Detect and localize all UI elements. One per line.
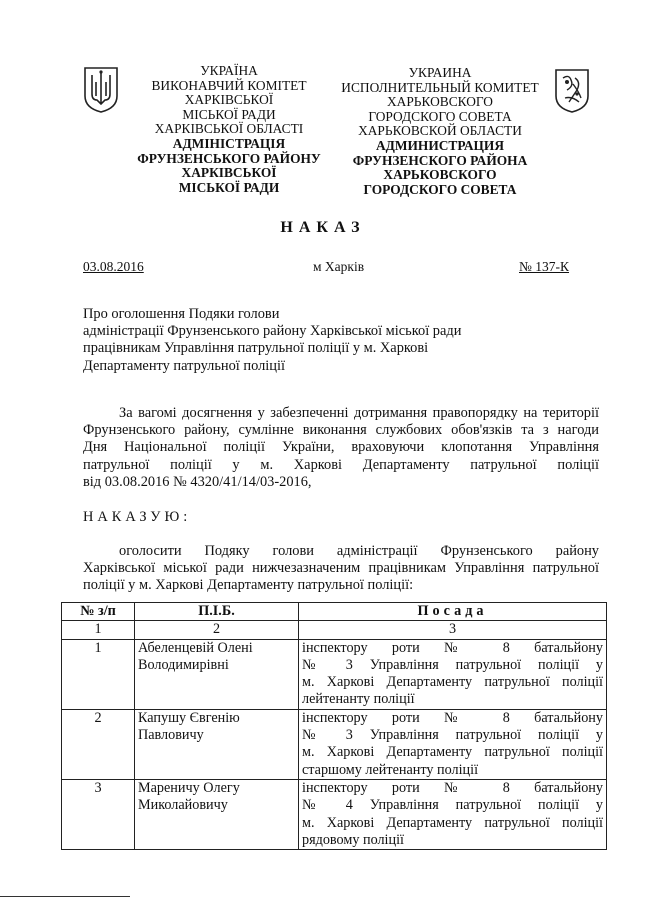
position-line: № 3 Управління патрульної поліції у [302, 727, 603, 744]
table-header-row [62, 603, 607, 621]
header-ru-line: УКРАИНА [408, 65, 472, 80]
header-ua-line: ХАРКІВСЬКОЇ [184, 92, 274, 108]
header-ua-line: МІСЬКОЇ РАДИ [182, 106, 276, 122]
header-cell-position: Посада [299, 603, 607, 621]
subject-line: адміністрації Фрунзенського району Харківської міської ради [83, 323, 462, 340]
body-line: Фрунзенського району, сумлінне виконання службових обов'язків та з нагоди [83, 422, 599, 439]
document-subject [83, 306, 583, 375]
position-line: старшому лейтенанту поліції [302, 761, 479, 778]
header-ru-line: ГОРОДСКОГО СОВЕТА [368, 108, 512, 124]
header-ru-line: ХАРЬКОВСКОГО [387, 94, 493, 110]
name-line: Володимирівні [138, 656, 229, 673]
header-cell-number: № з/п [62, 603, 135, 621]
header-cell-name: П.І.Б. [135, 603, 299, 621]
body-line: Дня Національної поліції України, враховуючи клопотання Управління [83, 439, 599, 456]
header-ru-bold-line: АДМИНИСТРАЦИЯ [375, 137, 504, 153]
numbering-cell: 3 [299, 621, 607, 639]
header-ua-bold-line: АДМІНІСТРАЦІЯ [172, 135, 286, 151]
position-line: інспектору роти № 8 батальйону [302, 779, 603, 796]
row-name [135, 639, 299, 709]
document-date: 03.08.2016 [83, 259, 144, 274]
position-line: м. Харкові Департаменту патрульної поліції [302, 674, 603, 691]
kharkiv-city-emblem [553, 68, 591, 114]
row-number: 1 [62, 639, 135, 709]
header-ua-line: ХАРКІВСЬКОЇ ОБЛАСТІ [154, 121, 304, 137]
header-ru-bold-line: ХАРЬКОВСКОГО [383, 167, 497, 183]
row-number: 3 [62, 779, 135, 849]
numbering-cell: 2 [135, 621, 299, 639]
body-line: патрульної поліції у м. Харкові Департаменту патрульної поліції [83, 456, 599, 473]
name-line: Мареничу Олегу [138, 779, 240, 796]
position-line: № 4 Управління патрульної поліції у [302, 797, 603, 814]
position-line: інспектору роти № 8 батальйону [302, 709, 603, 726]
header-ru-line: ХАРЬКОВСКОЙ ОБЛАСТИ [358, 123, 522, 139]
name-line: Миколайовичу [138, 797, 228, 814]
ukraine-trident-emblem [83, 66, 119, 114]
table-row [62, 779, 607, 849]
order-heading: НАКАЗУЮ: [83, 509, 192, 525]
position-line: м. Харкові Департаменту патрульної поліції [302, 744, 603, 761]
row-position [299, 709, 607, 779]
header-ru-bold-line: ГОРОДСКОГО СОВЕТА [363, 181, 517, 197]
document-title: НАКАЗ [280, 219, 366, 236]
subject-line: працівникам Управління патрульної поліції у м. Харкові [83, 340, 429, 357]
document-body [83, 405, 599, 491]
position-line: лейтенанту поліції [302, 691, 415, 708]
order-paragraph [83, 543, 599, 595]
position-line: № 3 Управління патрульної поліції у [302, 656, 603, 673]
table-row [62, 639, 607, 709]
name-line: Павловичу [138, 727, 204, 744]
position-line: рядовому поліції [302, 831, 404, 848]
position-line: м. Харкові Департаменту патрульної поліції [302, 814, 603, 831]
body-line: від 03.08.2016 № 4320/41/14/03-2016, [83, 473, 312, 490]
subject-line: Департаменту патрульної поліції [83, 357, 285, 374]
document-city: м Харків [313, 259, 365, 274]
header-ua-bold-line: ХАРКІВСЬКОЇ [181, 165, 277, 181]
header-ukrainian [129, 64, 329, 195]
footer-divider [0, 896, 130, 897]
table-row [62, 709, 607, 779]
document-number: № 137-К [519, 259, 570, 274]
table-numbering-row [62, 621, 607, 639]
name-line: Капушу Євгенію [138, 709, 240, 726]
name-line: Абеленцевій Олені [138, 639, 253, 656]
position-line: інспектору роти № 8 батальйону [302, 639, 603, 656]
employees-table [61, 602, 607, 850]
order-line: поліції у м. Харкові Департаменту патрульної поліції: [83, 577, 414, 594]
header-ua-line: УКРАЇНА [200, 63, 258, 78]
header-ua-bold-line: ФРУНЗЕНСЬКОГО РАЙОНУ [137, 150, 321, 166]
row-name [135, 779, 299, 849]
body-line: За вагомі досягнення у забезпеченні дотримання правопорядку на території [119, 405, 599, 421]
header-ua-bold-line: МІСЬКОЇ РАДИ [178, 179, 280, 195]
row-name [135, 709, 299, 779]
header-ua-line: ВИКОНАВЧИЙ КОМІТЕТ [151, 77, 307, 93]
row-position [299, 779, 607, 849]
header-ru-line: ИСПОЛНИТЕЛЬНЫЙ КОМИТЕТ [341, 79, 539, 95]
header-ru-bold-line: ФРУНЗЕНСКОГО РАЙОНА [352, 152, 528, 168]
row-number: 2 [62, 709, 135, 779]
header-russian [336, 66, 544, 197]
row-position [299, 639, 607, 709]
order-line: Харківської міської ради нижчезазначеним працівникам Управління патрульної [83, 560, 599, 577]
numbering-cell: 1 [62, 621, 135, 639]
subject-line: Про оголошення Подяки голови [83, 306, 280, 322]
order-line: оголосити Подяку голови адміністрації Фрунзенського району [119, 543, 599, 559]
